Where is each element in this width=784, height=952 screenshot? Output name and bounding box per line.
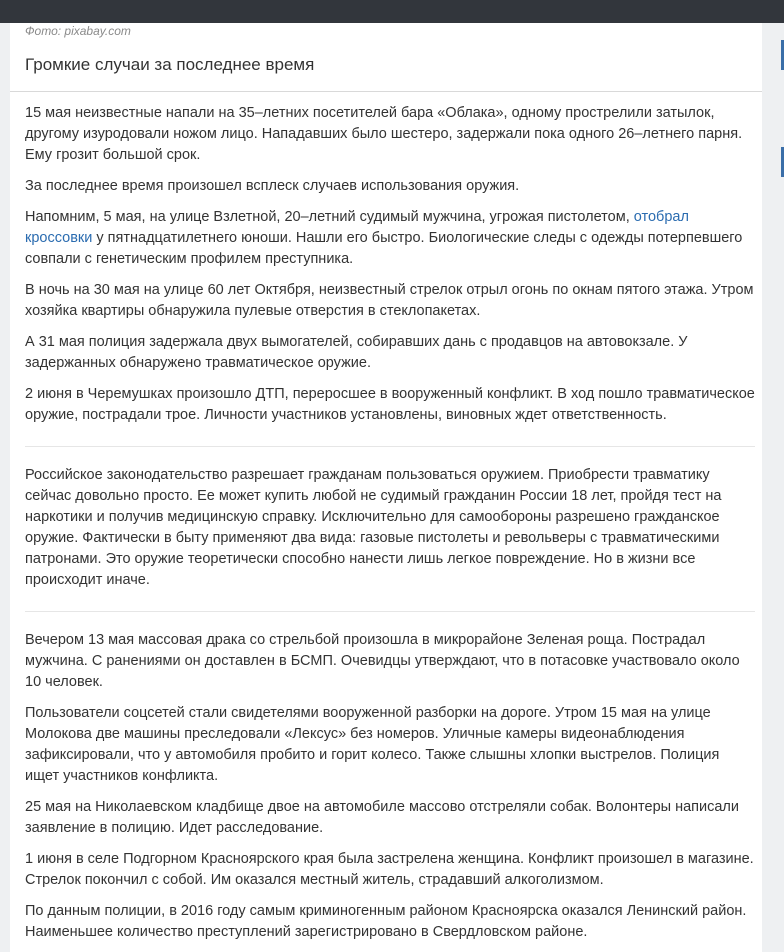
paragraph-text: у пятнадцатилетнего юноши. Нашли его быстро. Биологические следы с одежды потерпевшего совпали с генетическим профилем преступника. [25,230,743,267]
article-body [25,103,755,952]
title-divider [10,91,762,92]
paragraph-text: Напомним, 5 мая, на улице Взлетной, 20–летний судимый мужчина, угрожая пистолетом, [25,209,634,225]
paragraph: Пользователи соцсетей стали свидетелями вооруженной разборки на дороге. Утром 15 мая на улице Молокова две машины преследовали «Лексус» без номеров. Уличные камеры видеонаблюдения зафиксировали, что у автомобиля пробито и горит колесо. Также слышны хлопки выстрелов. Полиция ищет участников конфликта. [25,705,720,784]
top-bar [0,0,784,23]
paragraph: Российское законодательство разрешает гражданам пользоваться оружием. Приобрести травматику сейчас довольно просто. Ее может купить любой не судимый гражданин России 18 лет, пройдя тест на наркотики и получив медицинскую справку. Исключительно для самообороны разрешено гражданское оружие. Фактически в быту применяют два вида: газовые пистолеты и револьверы с травматическими патронами. Это оружие теоретически способно нанести лишь легкое повреждение. Но в жизни все происходит иначе. [25,467,722,588]
paragraph: 15 мая неизвестные напали на 35–летних посетителей бара «Облака», одному прострелили затылок, другому изуродовали ножом лицо. Нападавших было шестеро, задержали пока одного 26–летнего парня. Ему грозит большой срок. [25,105,743,163]
paragraph: 1 июня в селе Подгорном Красноярского края была застрелена женщина. Конфликт произошел в магазине. Стрелок покончил с собой. Им оказался местный житель, страдавший алкоголизмом. [25,851,754,888]
paragraph: По данным полиции, в 2016 году самым криминогенным районом Красноярска оказался Ленинский район. Наименьшее количество преступлений зарегистрировано в Свердловском районе. [25,903,747,940]
paragraph: А 31 мая полиция задержала двух вымогателей, собиравших дань с продавцов на автовокзале. У задержанных обнаружено травматическое оружие. [25,334,688,371]
article-card [10,23,762,952]
paragraph: За последнее время произошел всплеск случаев использования оружия. [25,178,520,194]
paragraph: 25 мая на Николаевском кладбище двое на автомобиле массово отстреляли собак. Волонтеры написали заявление в полицию. Идет расследование. [25,799,739,836]
section-divider [25,446,755,447]
paragraph: В ночь на 30 мая на улице 60 лет Октября, неизвестный стрелок отрыл огонь по окнам пятого этажа. Утром хозяйка квартиры обнаружила пулевые отверстия в стеклопакетах. [25,282,754,319]
section-title: Громкие случаи за последнее время [25,55,315,74]
paragraph: 2 июня в Черемушках произошло ДТП, переросшее в вооруженный конфликт. В ход пошло травматическое оружие, пострадали трое. Личности участников установлены, виновных ждет ответственность. [25,386,755,423]
section-divider [25,611,755,612]
paragraph: Вечером 13 мая массовая драка со стрельбой произошла в микрорайоне Зеленая роща. Пострадал мужчина. С ранениями он доставлен в БСМП. Очевидцы утверждают, что в потасовке участвовало около 10 человек. [25,632,740,690]
paragraph [25,207,755,270]
article-link[interactable]: отобрал кроссовки [25,209,689,246]
photo-credit: Фото: pixabay.com [25,24,131,38]
